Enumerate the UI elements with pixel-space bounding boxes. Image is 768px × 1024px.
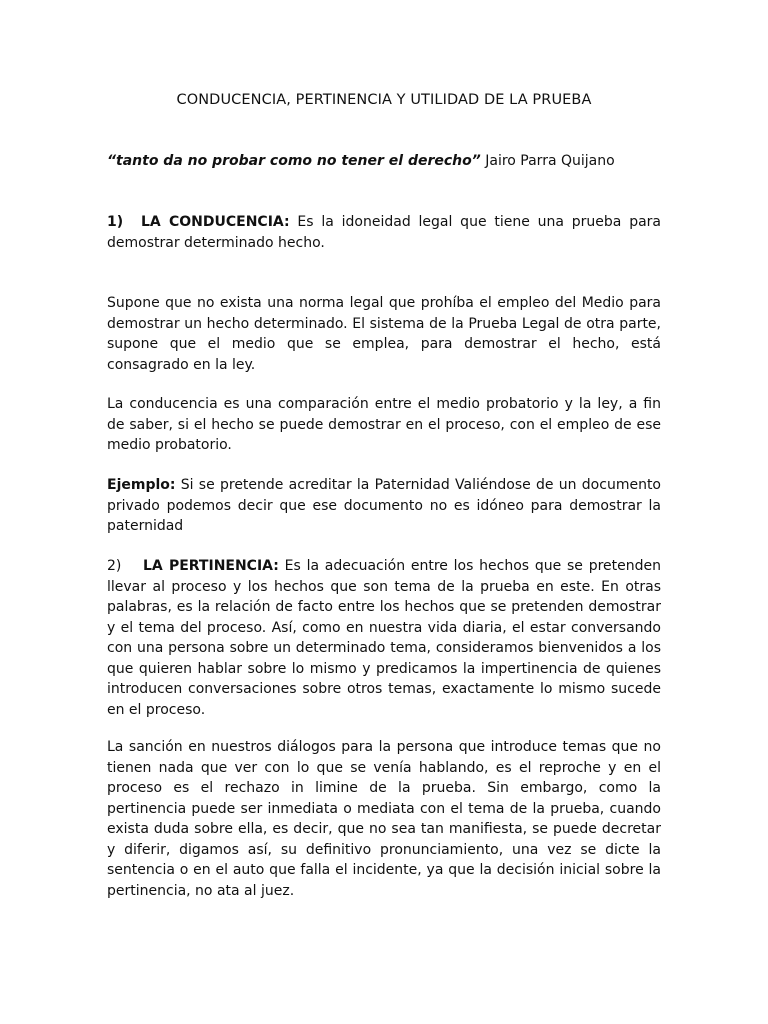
- epigraph-author: Jairo Parra Quijano: [480, 153, 615, 169]
- section-pertinencia: [107, 556, 661, 720]
- document-title: CONDUCENCIA, PERTINENCIA Y UTILIDAD DE LA PRUEBA: [176, 92, 592, 108]
- section-conducencia: [107, 212, 661, 253]
- example-text: Si se pretende acreditar la Paternidad Valiéndose de un documento privado podemos decir que ese documento no es idóneo para demostrar la paternidad: [107, 477, 661, 534]
- section-heading: LA CONDUCENCIA:: [141, 214, 290, 230]
- section-number: 2): [107, 558, 122, 574]
- section-text: Es la idoneidad legal que tiene una prueba para demostrar determinado hecho.: [107, 214, 661, 251]
- section-heading: LA PERTINENCIA:: [143, 558, 279, 574]
- section-text: Es la adecuación entre los hechos que se pretenden llevar al proceso y los hechos que son tema de la prueba en este. En otras palabras, es la relación de facto entre los hechos que se pretenden demostrar y el tema del proceso. Así, como en nuestra vida diaria, el estar conversando con una persona sobre un determinado tema, consideramos bienvenidos a los que quieren hablar sobre lo mismo y predicamos la impertinencia de quienes introducen conversaciones sobre otros temas, exactamente lo mismo sucede en el proceso.: [107, 558, 661, 718]
- example-label: Ejemplo:: [107, 477, 176, 493]
- example-paragraph: [107, 475, 661, 537]
- section-number: 1): [107, 214, 124, 230]
- paragraph-norma-legal: Supone que no exista una norma legal que prohíba el empleo del Medio para demostrar un hecho determinado. El sistema de la Prueba Legal de otra parte, supone que el medio que se emplea, para demostrar el hecho, está consagrado en la ley.: [107, 295, 661, 373]
- paragraph-comparacion: La conducencia es una comparación entre el medio probatorio y la ley, a fin de saber, si el hecho se puede demostrar en el proceso, con el empleo de ese medio probatorio.: [107, 396, 661, 453]
- paragraph-sancion: La sanción en nuestros diálogos para la persona que introduce temas que no tienen nada que ver con lo que se venía hablando, es el reproche y en el proceso es el rechazo in limine de la prueba. Sin embargo, como la pertinencia puede ser inmediata o mediata con el tema de la prueba, cuando exista duda sobre ella, es decir, que no sea tan manifiesta, se puede decretar y diferir, digamos así, su definitivo pronunciamiento, una vez se dicte la sentencia o en el auto que falla el incidente, ya que la decisión inicial sobre la pertinencia, no ata al juez.: [107, 739, 661, 899]
- epigraph-quote: “tanto da no probar como no tener el derecho”: [107, 153, 481, 169]
- epigraph: [107, 151, 661, 172]
